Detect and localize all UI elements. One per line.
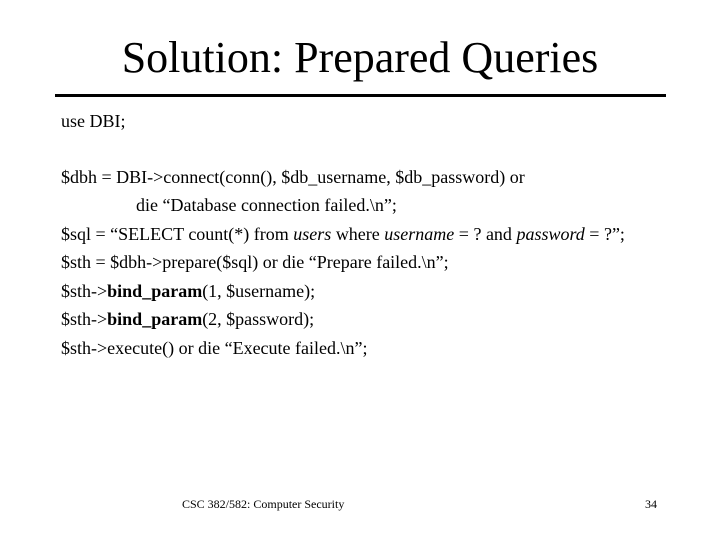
code-line-sql — [61, 223, 625, 245]
code-text: (1, $username); — [202, 281, 316, 301]
code-line-prepare: $sth = $dbh->prepare($sql) or die “Prepare failed.\n”; — [61, 252, 449, 272]
code-text: $sth-> — [61, 281, 108, 301]
code-text: where — [331, 224, 385, 244]
code-line-connect-die: die “Database connection failed.\n”; — [136, 195, 397, 215]
code-text: $sth-> — [61, 309, 108, 329]
code-table-name: users — [293, 224, 332, 244]
code-line-use-dbi: use DBI; — [61, 111, 126, 131]
footer-course-title: CSC 382/582: Computer Security — [182, 497, 345, 511]
code-line-bind-param-1 — [61, 280, 315, 302]
code-text: (2, $password); — [202, 309, 315, 329]
code-column-password: password — [516, 224, 585, 244]
code-method-name: bind_param — [107, 309, 203, 329]
code-line-connect: $dbh = DBI->connect(conn(), $db_username, $db_password) or — [61, 167, 525, 187]
code-method-name: bind_param — [107, 281, 203, 301]
code-text: $sql = “SELECT count(*) from — [61, 224, 294, 244]
title-divider — [55, 94, 666, 97]
code-text: = ?”; — [584, 224, 625, 244]
code-column-username: username — [384, 224, 455, 244]
slide-title: Solution: Prepared Queries — [121, 33, 599, 82]
code-text: = ? and — [454, 224, 517, 244]
code-line-execute: $sth->execute() or die “Execute failed.\n”; — [61, 338, 368, 358]
code-line-bind-param-2 — [61, 308, 314, 330]
footer-page-number: 34 — [645, 497, 657, 511]
